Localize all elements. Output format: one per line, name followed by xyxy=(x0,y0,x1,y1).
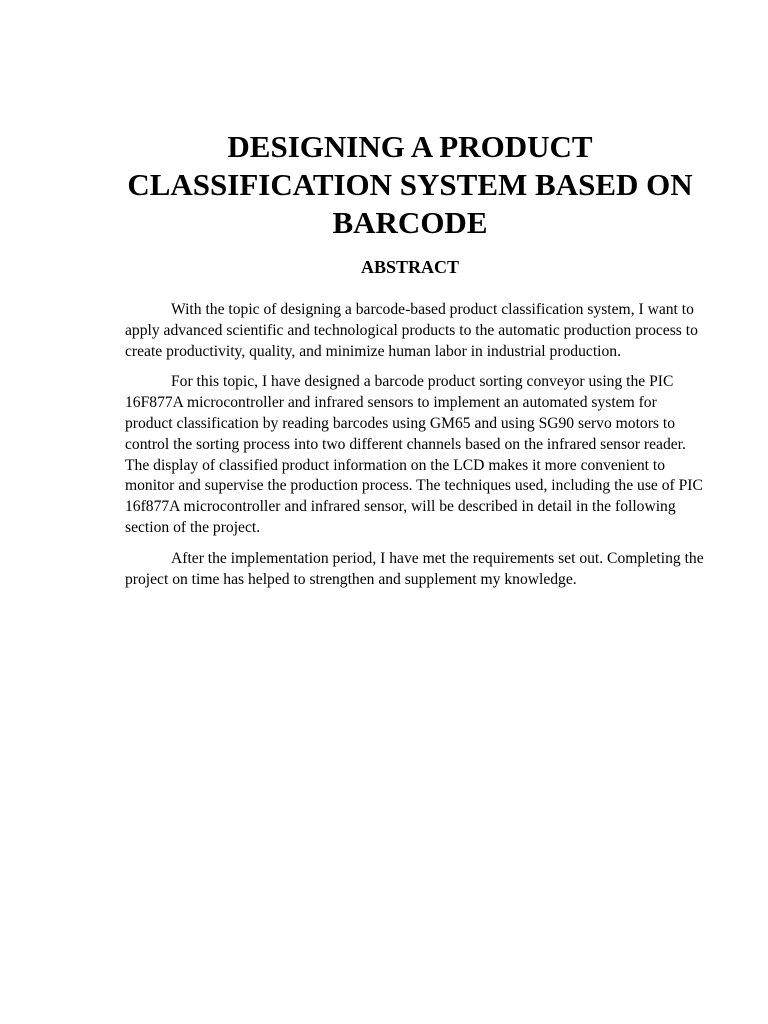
document-title: DESIGNING A PRODUCT CLASSIFICATION SYSTEM BASED ON BARCODE xyxy=(127,129,693,240)
abstract-paragraph-1: With the topic of designing a barcode-based product classification system, I want to apply advanced scientific and technological products to the automatic production process to create productivity, quality, and minimize human labor in industrial production. xyxy=(125,301,698,360)
abstract-body xyxy=(125,300,705,600)
abstract-heading: ABSTRACT xyxy=(360,257,460,277)
abstract-paragraph-3: After the implementation period, I have met the requirements set out. Completing the project on time has helped to strengthen and supplement my knowledge. xyxy=(125,549,704,588)
abstract-paragraph-2: For this topic, I have designed a barcode product sorting conveyor using the PIC 16F877A microcontroller and infrared sensors to implement an automated system for product classification by reading barcodes using GM65 and using SG90 servo motors to control the sorting process into two different channels based on the infrared sensor reader. The display of classified product information on the LCD makes it more convenient to monitor and supervise the production process. The techniques used, including the use of PIC 16f877A microcontroller and infrared sensor, will be described in detail in the following section of the project. xyxy=(125,373,703,536)
